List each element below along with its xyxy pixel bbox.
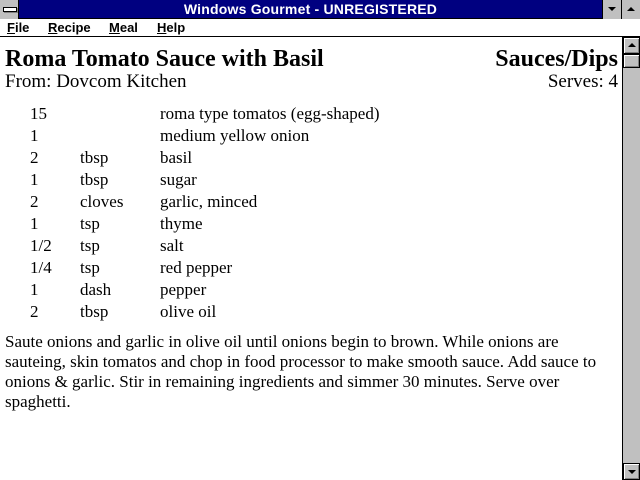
menu-help[interactable]: Help <box>157 20 186 35</box>
ingredient-name: thyme <box>160 214 203 233</box>
ingredient-unit: dash <box>80 280 112 299</box>
ingredient-unit: tbsp <box>80 170 109 189</box>
ingredient-unit: tbsp <box>80 148 109 167</box>
ingredient-name: olive oil <box>160 302 217 321</box>
ingredient-name: basil <box>160 148 193 167</box>
menu-file[interactable]: File <box>7 20 30 35</box>
ingredient-row <box>0 103 622 125</box>
ingredient-row <box>0 279 622 301</box>
scroll-thumb[interactable] <box>623 54 640 68</box>
ingredient-row <box>0 213 622 235</box>
ingredient-row <box>0 301 622 323</box>
maximize-icon <box>627 7 635 11</box>
window-title: Windows Gourmet - UNREGISTERED <box>183 1 438 17</box>
minimize-icon <box>608 7 616 11</box>
ingredient-unit: tsp <box>80 258 100 277</box>
ingredient-quantity: 1 <box>30 170 39 189</box>
ingredient-unit: tbsp <box>80 302 109 321</box>
title-bar[interactable] <box>0 0 640 19</box>
ingredient-quantity: 2 <box>30 148 39 167</box>
ingredient-unit: cloves <box>80 192 124 211</box>
ingredient-unit: tsp <box>80 236 100 255</box>
ingredient-quantity: 2 <box>30 192 39 211</box>
ingredient-quantity: 1 <box>30 280 39 299</box>
ingredient-row <box>0 191 622 213</box>
ingredient-name: garlic, minced <box>160 192 258 211</box>
ingredient-quantity: 2 <box>30 302 39 321</box>
ingredient-row <box>0 147 622 169</box>
recipe-directions: Saute onions and garlic in olive oil until onions begin to brown. While onions are sauteing, skin tomatos and chop in food processor to make smooth sauce. Add sauce to onions & garlic. Stir in remaining ingredients and simmer 30 minutes. Serve over spaghetti. <box>5 332 597 411</box>
ingredient-unit: tsp <box>80 214 100 233</box>
ingredient-row <box>0 257 622 279</box>
recipe-category: Sauces/Dips <box>495 46 618 72</box>
system-menu-button[interactable] <box>0 0 19 19</box>
recipe-view <box>0 37 622 480</box>
scroll-down-arrow-icon <box>628 470 636 474</box>
recipe-serves: Serves: 4 <box>547 71 618 92</box>
ingredient-row <box>0 125 622 147</box>
ingredient-quantity: 1 <box>30 214 39 233</box>
ingredient-row <box>0 169 622 191</box>
recipe-title: Roma Tomato Sauce with Basil <box>5 46 324 72</box>
ingredient-quantity: 1/4 <box>30 258 52 277</box>
ingredient-list <box>0 103 622 323</box>
scroll-down-button[interactable] <box>623 463 640 480</box>
minimize-button[interactable] <box>602 0 621 19</box>
recipe-source: From: Dovcom Kitchen <box>5 71 187 92</box>
ingredient-quantity: 15 <box>30 104 47 123</box>
menu-bar <box>0 19 640 37</box>
system-menu-icon <box>3 7 17 12</box>
ingredient-name: sugar <box>160 170 197 189</box>
ingredient-name: roma type tomatos (egg-shaped) <box>160 104 380 123</box>
menu-recipe[interactable]: Recipe <box>48 20 91 35</box>
menu-meal[interactable]: Meal <box>109 20 138 35</box>
ingredient-name: medium yellow onion <box>160 126 310 145</box>
ingredient-quantity: 1 <box>30 126 39 145</box>
ingredient-name: red pepper <box>160 258 233 277</box>
maximize-button[interactable] <box>621 0 640 19</box>
ingredient-quantity: 1/2 <box>30 236 52 255</box>
ingredient-name: salt <box>160 236 184 255</box>
ingredient-row <box>0 235 622 257</box>
vertical-scrollbar[interactable] <box>622 37 640 480</box>
scroll-up-arrow-icon <box>628 43 636 47</box>
ingredient-name: pepper <box>160 280 207 299</box>
scroll-up-button[interactable] <box>623 37 640 54</box>
